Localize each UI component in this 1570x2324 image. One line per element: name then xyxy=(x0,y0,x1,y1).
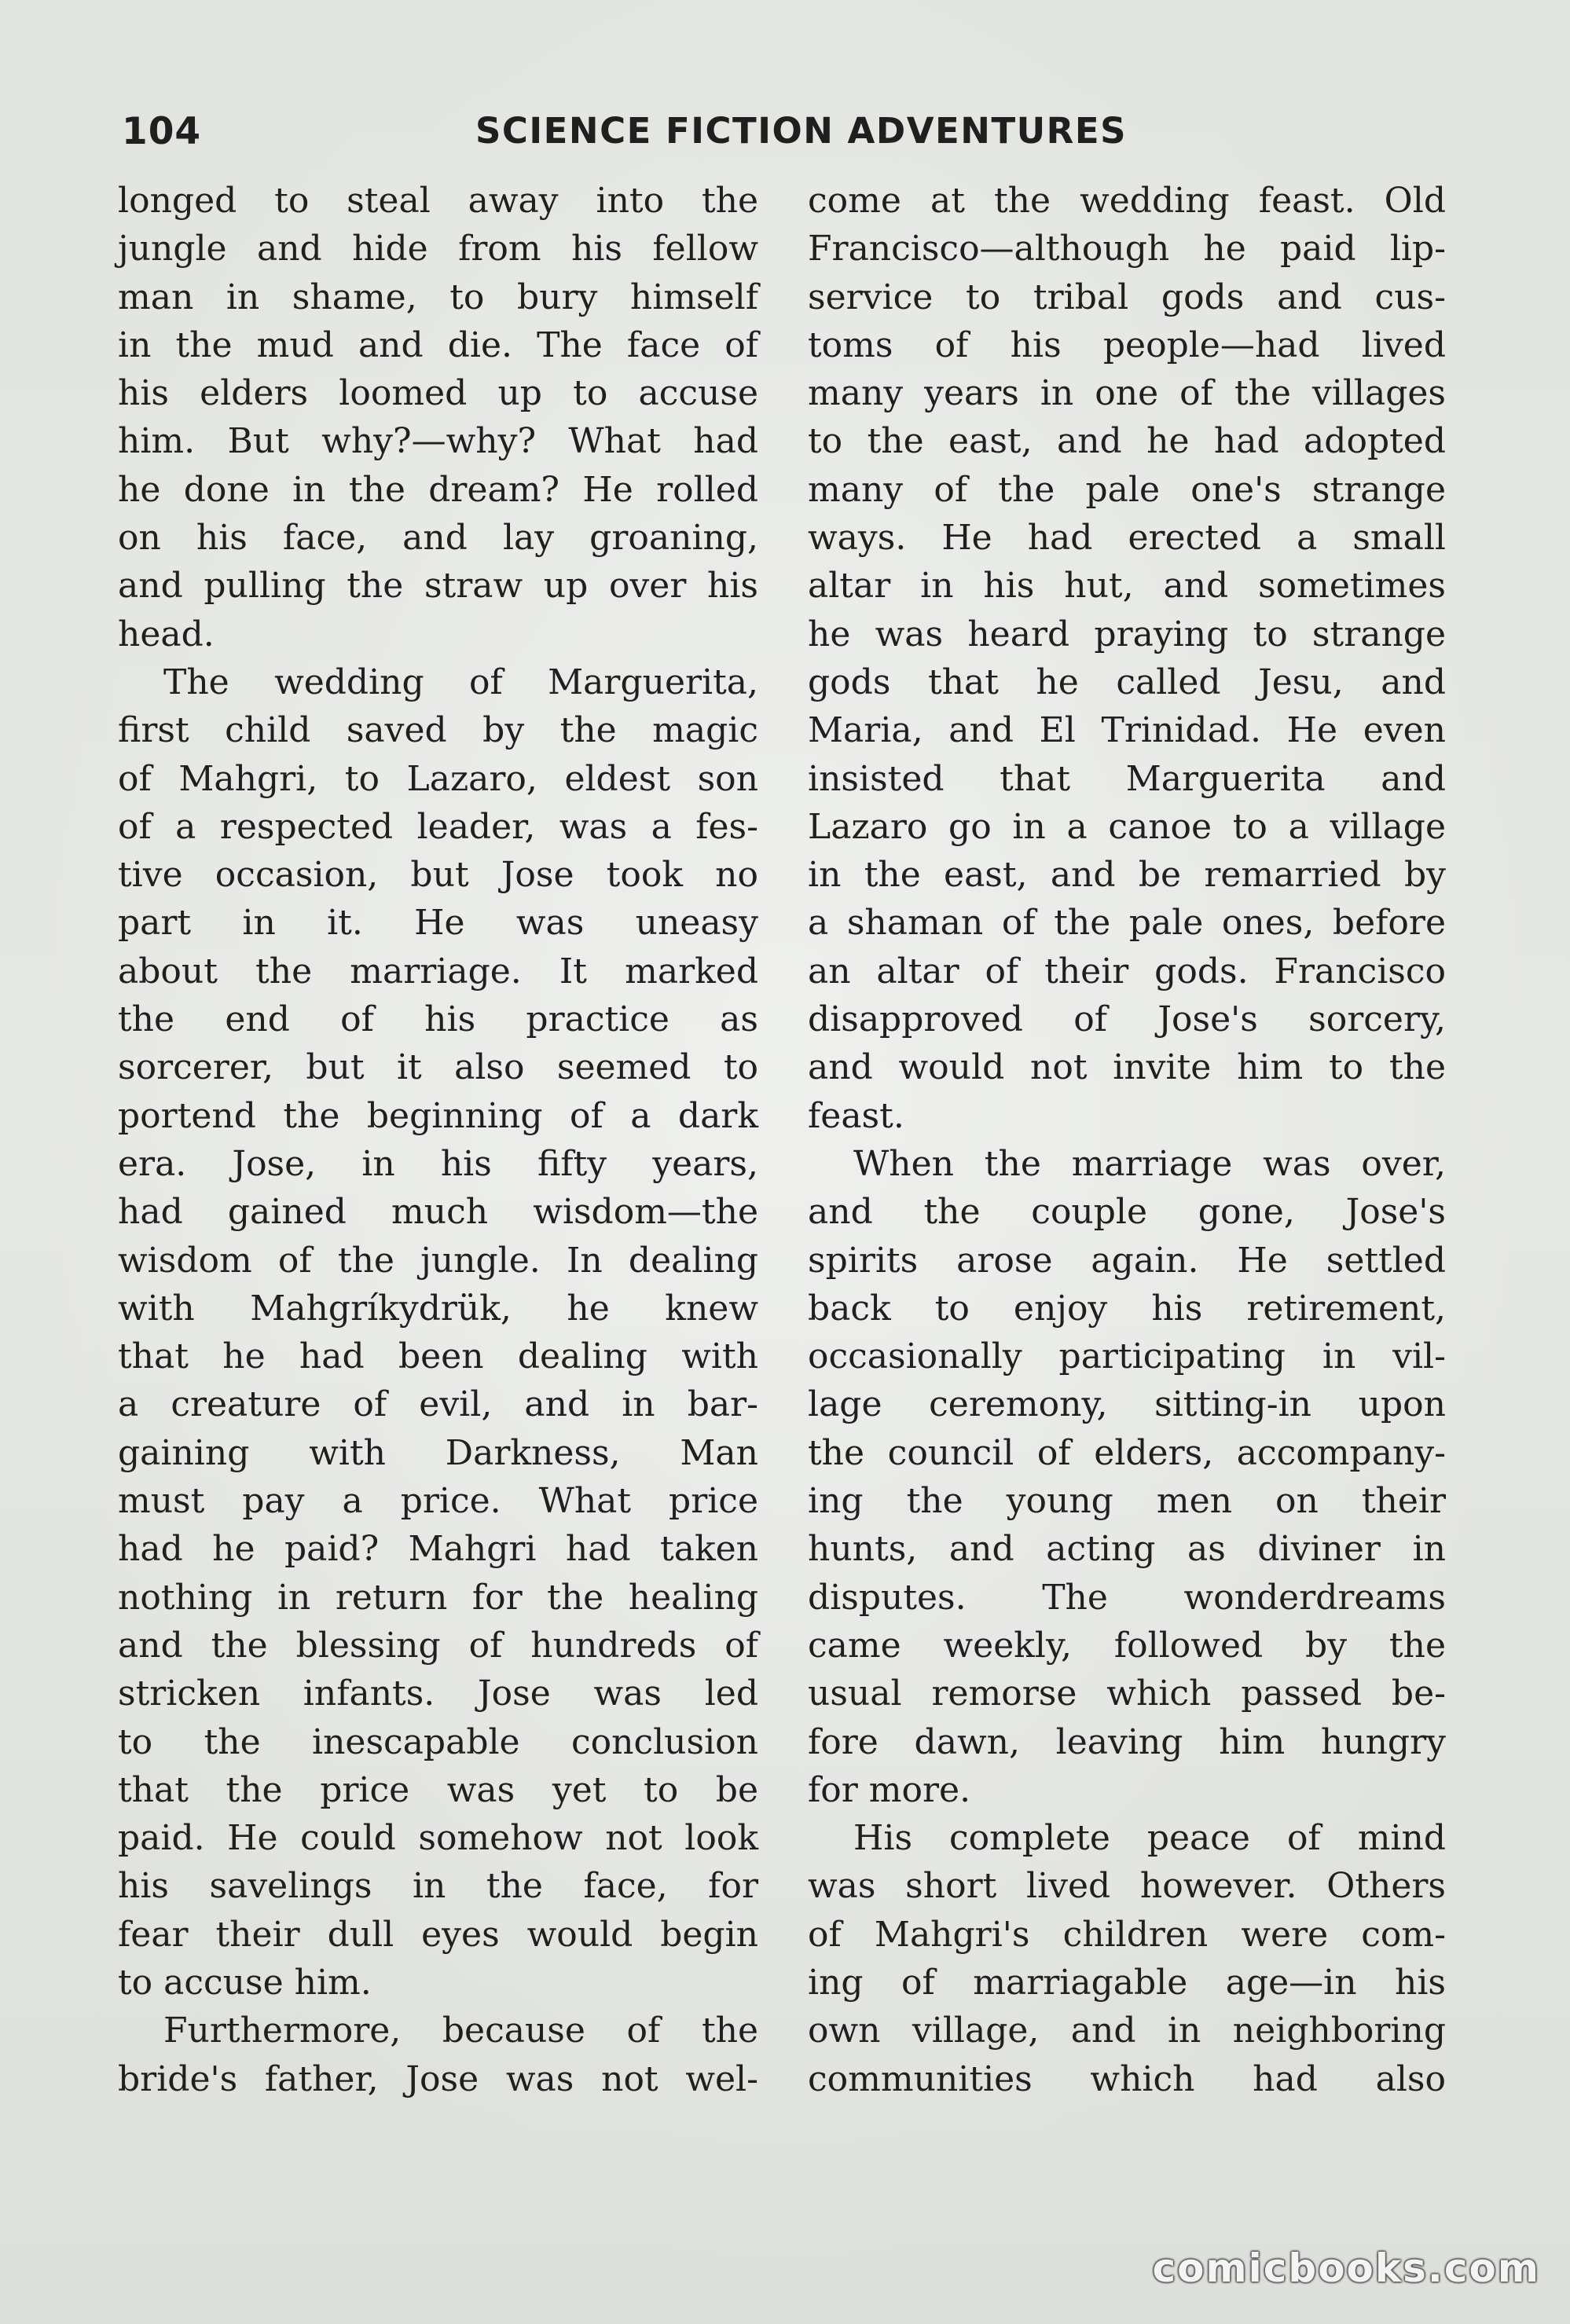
text-line: of Mahgri's children were com- xyxy=(808,1914,1446,1955)
text-line: fear their dull eyes would begin xyxy=(118,1914,758,1955)
text-line: Furthermore, because of the xyxy=(163,2011,758,2051)
text-line: a creature of evil, and in bar- xyxy=(118,1384,758,1425)
text-line: and the couple gone, Jose's xyxy=(808,1192,1446,1233)
text-line: stricken infants. Jose was led xyxy=(118,1673,758,1714)
text-line: the council of elders, accompany- xyxy=(808,1432,1446,1473)
text-line: The wedding of Marguerita, xyxy=(163,662,758,702)
text-line: to the east, and he had adopted xyxy=(808,421,1446,462)
text-line: occasionally participating in vil- xyxy=(808,1336,1446,1377)
text-line: must pay a price. What price xyxy=(118,1481,758,1522)
text-line: had gained much wisdom—the xyxy=(118,1192,758,1233)
text-line: part in it. He was uneasy xyxy=(118,903,758,944)
text-line: come at the wedding feast. Old xyxy=(808,181,1446,221)
text-line: sorcerer, but it also seemed to xyxy=(118,1047,758,1088)
text-line: that he had been dealing with xyxy=(118,1336,758,1377)
text-line: fore dawn, leaving him hungry xyxy=(808,1721,1446,1762)
text-line: he done in the dream? He rolled xyxy=(118,469,758,510)
text-line: altar in his hut, and sometimes xyxy=(808,566,1446,607)
text-line: tive occasion, but Jose took no xyxy=(118,855,758,896)
site-watermark: comicbooks.com xyxy=(1152,2245,1540,2291)
text-line: disapproved of Jose's sorcery, xyxy=(808,999,1446,1040)
text-line: a shaman of the pale ones, before xyxy=(808,903,1446,944)
left-column xyxy=(118,177,758,2103)
text-line: service to tribal gods and cus- xyxy=(808,277,1446,317)
text-line: portend the beginning of a dark xyxy=(118,1095,758,1136)
text-line: came weekly, followed by the xyxy=(808,1625,1446,1666)
text-line: had he paid? Mahgri had taken xyxy=(118,1529,758,1570)
running-head xyxy=(122,110,1465,157)
text-line: lage ceremony, sitting-in upon xyxy=(808,1384,1446,1425)
running-title: SCIENCE FICTION ADVENTURES xyxy=(475,110,1127,152)
text-line: wisdom of the jungle. In dealing xyxy=(118,1240,758,1281)
text-line: many of the pale one's strange xyxy=(808,469,1446,510)
text-line: ways. He had erected a small xyxy=(808,518,1446,559)
text-line: to accuse him. xyxy=(118,1962,372,2003)
text-line: toms of his people—had lived xyxy=(808,324,1446,365)
text-line: gaining with Darkness, Man xyxy=(118,1432,758,1473)
text-line: of Mahgri, to Lazaro, eldest son xyxy=(118,758,758,799)
text-line: many years in one of the villages xyxy=(808,373,1446,414)
text-line: communities which had also xyxy=(808,2058,1446,2099)
text-line: longed to steal away into the xyxy=(118,181,758,221)
text-line: man in shame, to bury himself xyxy=(118,277,758,317)
text-line: that the price was yet to be xyxy=(118,1769,758,1810)
text-line: with Mahgríkydrük, he knew xyxy=(118,1288,758,1329)
text-line: When the marriage was over, xyxy=(853,1143,1446,1184)
text-line: for more. xyxy=(808,1769,971,1810)
text-line: Lazaro go in a canoe to a village xyxy=(808,806,1446,847)
text-line: era. Jose, in his fifty years, xyxy=(118,1143,758,1184)
text-line: back to enjoy his retirement, xyxy=(808,1288,1446,1329)
text-line: nothing in return for the healing xyxy=(118,1577,758,1618)
text-line: the end of his practice as xyxy=(118,999,758,1040)
text-line: and the blessing of hundreds of xyxy=(118,1625,758,1666)
text-line: bride's father, Jose was not wel- xyxy=(118,2058,758,2099)
text-line: in the east, and be remarried by xyxy=(808,855,1446,896)
text-line: Maria, and El Trinidad. He even xyxy=(808,710,1446,751)
text-line: His complete peace of mind xyxy=(853,1818,1446,1859)
text-line: he was heard praying to strange xyxy=(808,614,1446,654)
text-line: to the inescapable conclusion xyxy=(118,1721,758,1762)
text-line: of a respected leader, was a fes- xyxy=(118,806,758,847)
text-line: spirits arose again. He settled xyxy=(808,1240,1446,1281)
text-line: gods that he called Jesu, and xyxy=(808,662,1446,702)
text-line: first child saved by the magic xyxy=(118,710,758,751)
text-line: an altar of their gods. Francisco xyxy=(808,951,1446,992)
text-line: his elders loomed up to accuse xyxy=(118,373,758,414)
text-line: about the marriage. It marked xyxy=(118,951,758,992)
text-line: own village, and in neighboring xyxy=(808,2011,1446,2051)
text-line: feast. xyxy=(808,1095,904,1136)
text-line: head. xyxy=(118,614,215,654)
text-line: was short lived however. Others xyxy=(808,1866,1446,1907)
text-line: ing of marriagable age—in his xyxy=(808,1962,1446,2003)
text-line: and pulling the straw up over his xyxy=(118,566,758,607)
text-line: usual remorse which passed be- xyxy=(808,1673,1446,1714)
text-line: ing the young men on their xyxy=(808,1481,1446,1522)
page-number: 104 xyxy=(122,110,202,153)
text-line: jungle and hide from his fellow xyxy=(118,229,758,269)
text-line: and would not invite him to the xyxy=(808,1047,1446,1088)
right-column xyxy=(808,177,1446,2103)
text-line: insisted that Marguerita and xyxy=(808,758,1446,799)
text-line: on his face, and lay groaning, xyxy=(118,518,758,559)
text-line: hunts, and acting as diviner in xyxy=(808,1529,1446,1570)
text-line: him. But why?—why? What had xyxy=(118,421,758,462)
text-line: in the mud and die. The face of xyxy=(118,324,758,365)
text-line: paid. He could somehow not look xyxy=(118,1818,758,1859)
text-line: his savelings in the face, for xyxy=(118,1866,758,1907)
text-line: Francisco—although he paid lip- xyxy=(808,229,1446,269)
text-line: disputes. The wonderdreams xyxy=(808,1577,1446,1618)
